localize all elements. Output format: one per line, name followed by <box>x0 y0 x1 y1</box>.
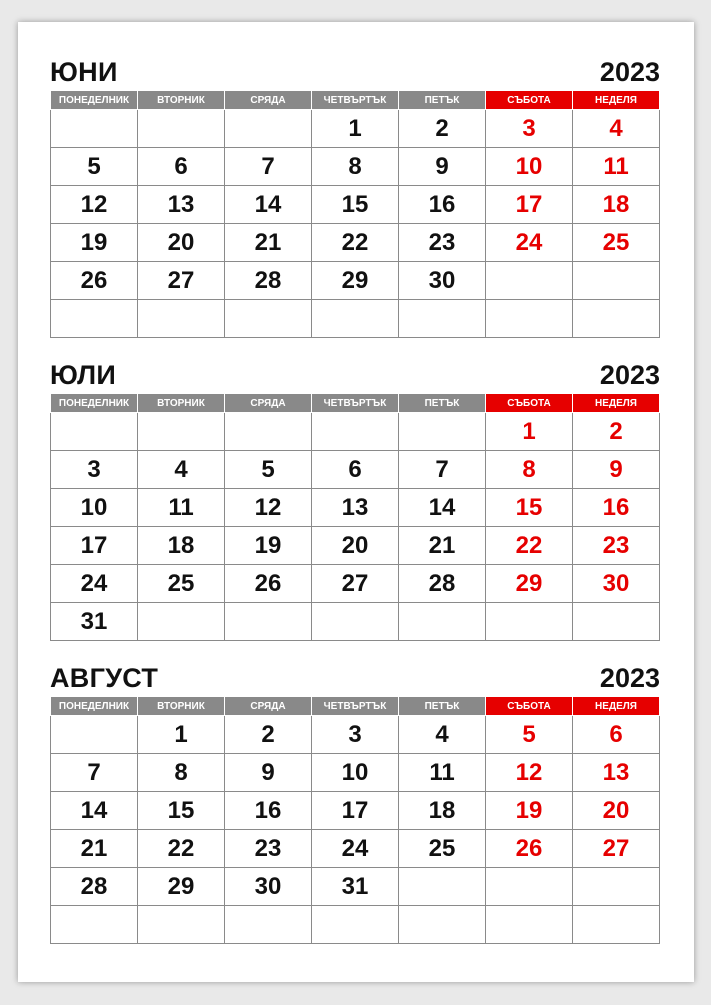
month-block-june <box>50 57 660 338</box>
day-cell: 21 <box>399 527 486 565</box>
day-cell: 14 <box>225 186 312 224</box>
day-cell: 9 <box>225 754 312 792</box>
day-cell: 8 <box>312 148 399 186</box>
day-cell: 26 <box>51 262 138 300</box>
day-cell: 12 <box>51 186 138 224</box>
day-cell: 23 <box>225 830 312 868</box>
week-row <box>51 451 660 489</box>
weekend-day-cell <box>573 300 660 338</box>
day-cell: 13 <box>312 489 399 527</box>
week-row <box>51 754 660 792</box>
day-cell: 1 <box>312 110 399 148</box>
day-cell <box>138 413 225 451</box>
weekend-day-cell: 19 <box>486 792 573 830</box>
weekend-day-cell: 26 <box>486 830 573 868</box>
weekend-day-cell: 8 <box>486 451 573 489</box>
day-cell: 14 <box>51 792 138 830</box>
weekday-label: ВТОРНИК <box>138 697 225 716</box>
day-cell: 29 <box>312 262 399 300</box>
day-cell: 18 <box>138 527 225 565</box>
weekend-day-cell <box>573 262 660 300</box>
day-cell: 23 <box>399 224 486 262</box>
weekend-day-cell: 13 <box>573 754 660 792</box>
day-cell: 6 <box>312 451 399 489</box>
day-cell: 4 <box>399 716 486 754</box>
weekend-day-cell: 1 <box>486 413 573 451</box>
day-cell <box>399 300 486 338</box>
day-cell: 7 <box>225 148 312 186</box>
day-cell <box>312 413 399 451</box>
day-cell <box>399 603 486 641</box>
weekday-label: ПЕТЪК <box>399 91 486 110</box>
weekend-day-cell <box>573 603 660 641</box>
day-cell: 5 <box>51 148 138 186</box>
day-cell: 21 <box>225 224 312 262</box>
month-year: 2023 <box>599 57 660 87</box>
day-cell: 11 <box>138 489 225 527</box>
week-row <box>51 262 660 300</box>
day-cell <box>399 868 486 906</box>
day-cell: 13 <box>138 186 225 224</box>
day-cell: 4 <box>138 451 225 489</box>
month-name: АВГУСТ <box>50 663 159 693</box>
day-cell: 22 <box>312 224 399 262</box>
day-cell: 30 <box>399 262 486 300</box>
weekday-label: ЧЕТВЪРТЪК <box>312 91 399 110</box>
weekend-day-cell: 5 <box>486 716 573 754</box>
day-cell <box>138 906 225 944</box>
day-cell <box>225 906 312 944</box>
month-year: 2023 <box>599 663 660 693</box>
day-cell <box>225 603 312 641</box>
weekday-label: ЧЕТВЪРТЪК <box>312 394 399 413</box>
day-cell: 28 <box>225 262 312 300</box>
day-cell <box>312 906 399 944</box>
day-cell: 21 <box>51 830 138 868</box>
week-row <box>51 565 660 603</box>
day-cell: 29 <box>138 868 225 906</box>
day-cell: 24 <box>312 830 399 868</box>
weekend-day-cell <box>486 906 573 944</box>
day-cell <box>312 300 399 338</box>
weekday-label-weekend: НЕДЕЛЯ <box>573 91 660 110</box>
day-cell: 2 <box>225 716 312 754</box>
weekday-label: СРЯДА <box>225 91 312 110</box>
day-cell <box>51 906 138 944</box>
day-cell: 17 <box>312 792 399 830</box>
day-cell: 10 <box>51 489 138 527</box>
month-header <box>50 360 660 393</box>
weekday-label: ВТОРНИК <box>138 91 225 110</box>
weekday-label: ПОНЕДЕЛНИК <box>51 394 138 413</box>
day-cell: 25 <box>138 565 225 603</box>
weekend-day-cell: 25 <box>573 224 660 262</box>
day-cell <box>51 413 138 451</box>
weekend-day-cell: 20 <box>573 792 660 830</box>
calendar-sheet <box>18 22 694 982</box>
weekday-header-row <box>51 91 660 110</box>
week-row <box>51 413 660 451</box>
weekend-day-cell: 29 <box>486 565 573 603</box>
day-cell: 15 <box>138 792 225 830</box>
day-cell: 14 <box>399 489 486 527</box>
weekend-day-cell: 23 <box>573 527 660 565</box>
weekend-day-cell <box>573 906 660 944</box>
weekend-day-cell: 22 <box>486 527 573 565</box>
weekend-day-cell: 27 <box>573 830 660 868</box>
week-row <box>51 110 660 148</box>
day-cell: 3 <box>51 451 138 489</box>
weekday-label-weekend: НЕДЕЛЯ <box>573 394 660 413</box>
day-cell: 27 <box>138 262 225 300</box>
weekend-day-cell: 11 <box>573 148 660 186</box>
weekend-day-cell: 30 <box>573 565 660 603</box>
day-cell: 20 <box>312 527 399 565</box>
weekend-day-cell: 17 <box>486 186 573 224</box>
week-row <box>51 489 660 527</box>
weekend-day-cell <box>486 603 573 641</box>
weekend-day-cell: 24 <box>486 224 573 262</box>
weekend-day-cell: 4 <box>573 110 660 148</box>
weekday-label: ПЕТЪК <box>399 394 486 413</box>
day-cell: 18 <box>399 792 486 830</box>
day-cell: 7 <box>51 754 138 792</box>
day-cell: 19 <box>51 224 138 262</box>
day-cell <box>51 110 138 148</box>
week-row <box>51 792 660 830</box>
weekend-day-cell <box>486 262 573 300</box>
day-cell <box>225 300 312 338</box>
week-row <box>51 716 660 754</box>
weekday-label: ВТОРНИК <box>138 394 225 413</box>
day-cell <box>399 413 486 451</box>
month-name: ЮНИ <box>50 57 118 87</box>
day-cell: 17 <box>51 527 138 565</box>
week-row <box>51 906 660 944</box>
day-cell <box>51 716 138 754</box>
month-days <box>51 413 660 641</box>
weekend-day-cell: 3 <box>486 110 573 148</box>
day-cell <box>138 300 225 338</box>
month-block-july <box>50 360 660 641</box>
weekend-day-cell <box>486 300 573 338</box>
weekend-day-cell: 10 <box>486 148 573 186</box>
weekday-header-row <box>51 697 660 716</box>
day-cell: 11 <box>399 754 486 792</box>
day-cell: 9 <box>399 148 486 186</box>
month-year: 2023 <box>599 360 660 390</box>
day-cell <box>138 603 225 641</box>
weekday-label: СРЯДА <box>225 394 312 413</box>
weekday-label: ЧЕТВЪРТЪК <box>312 697 399 716</box>
week-row <box>51 603 660 641</box>
day-cell: 20 <box>138 224 225 262</box>
month-grid <box>50 90 660 338</box>
week-row <box>51 527 660 565</box>
month-header <box>50 663 660 696</box>
month-name: ЮЛИ <box>50 360 117 390</box>
day-cell: 28 <box>399 565 486 603</box>
day-cell: 16 <box>399 186 486 224</box>
day-cell: 24 <box>51 565 138 603</box>
week-row <box>51 224 660 262</box>
weekend-day-cell: 12 <box>486 754 573 792</box>
day-cell: 7 <box>399 451 486 489</box>
weekend-day-cell: 16 <box>573 489 660 527</box>
day-cell: 8 <box>138 754 225 792</box>
day-cell: 15 <box>312 186 399 224</box>
month-grid <box>50 393 660 641</box>
day-cell: 26 <box>225 565 312 603</box>
day-cell <box>312 603 399 641</box>
weekday-label: СРЯДА <box>225 697 312 716</box>
weekday-label-weekend: СЪБОТА <box>486 697 573 716</box>
day-cell: 6 <box>138 148 225 186</box>
weekday-header-row <box>51 394 660 413</box>
day-cell: 22 <box>138 830 225 868</box>
week-row <box>51 148 660 186</box>
day-cell: 31 <box>312 868 399 906</box>
weekday-label: ПОНЕДЕЛНИК <box>51 91 138 110</box>
day-cell: 19 <box>225 527 312 565</box>
day-cell: 27 <box>312 565 399 603</box>
week-row <box>51 186 660 224</box>
month-block-august <box>50 663 660 944</box>
weekend-day-cell: 6 <box>573 716 660 754</box>
month-days <box>51 716 660 944</box>
day-cell: 10 <box>312 754 399 792</box>
weekend-day-cell: 15 <box>486 489 573 527</box>
day-cell: 31 <box>51 603 138 641</box>
day-cell <box>225 413 312 451</box>
weekend-day-cell <box>486 868 573 906</box>
weekday-label: ПЕТЪК <box>399 697 486 716</box>
day-cell: 2 <box>399 110 486 148</box>
day-cell <box>225 110 312 148</box>
month-header <box>50 57 660 90</box>
day-cell: 12 <box>225 489 312 527</box>
day-cell: 1 <box>138 716 225 754</box>
day-cell <box>51 300 138 338</box>
month-grid <box>50 696 660 944</box>
day-cell: 30 <box>225 868 312 906</box>
week-row <box>51 830 660 868</box>
day-cell: 25 <box>399 830 486 868</box>
weekend-day-cell <box>573 868 660 906</box>
weekend-day-cell: 18 <box>573 186 660 224</box>
day-cell <box>138 110 225 148</box>
weekday-label-weekend: СЪБОТА <box>486 91 573 110</box>
weekday-label: ПОНЕДЕЛНИК <box>51 697 138 716</box>
day-cell: 3 <box>312 716 399 754</box>
day-cell: 16 <box>225 792 312 830</box>
weekday-label-weekend: СЪБОТА <box>486 394 573 413</box>
weekday-label-weekend: НЕДЕЛЯ <box>573 697 660 716</box>
day-cell <box>399 906 486 944</box>
week-row <box>51 868 660 906</box>
day-cell: 5 <box>225 451 312 489</box>
week-row <box>51 300 660 338</box>
weekend-day-cell: 9 <box>573 451 660 489</box>
weekend-day-cell: 2 <box>573 413 660 451</box>
day-cell: 28 <box>51 868 138 906</box>
month-days <box>51 110 660 338</box>
